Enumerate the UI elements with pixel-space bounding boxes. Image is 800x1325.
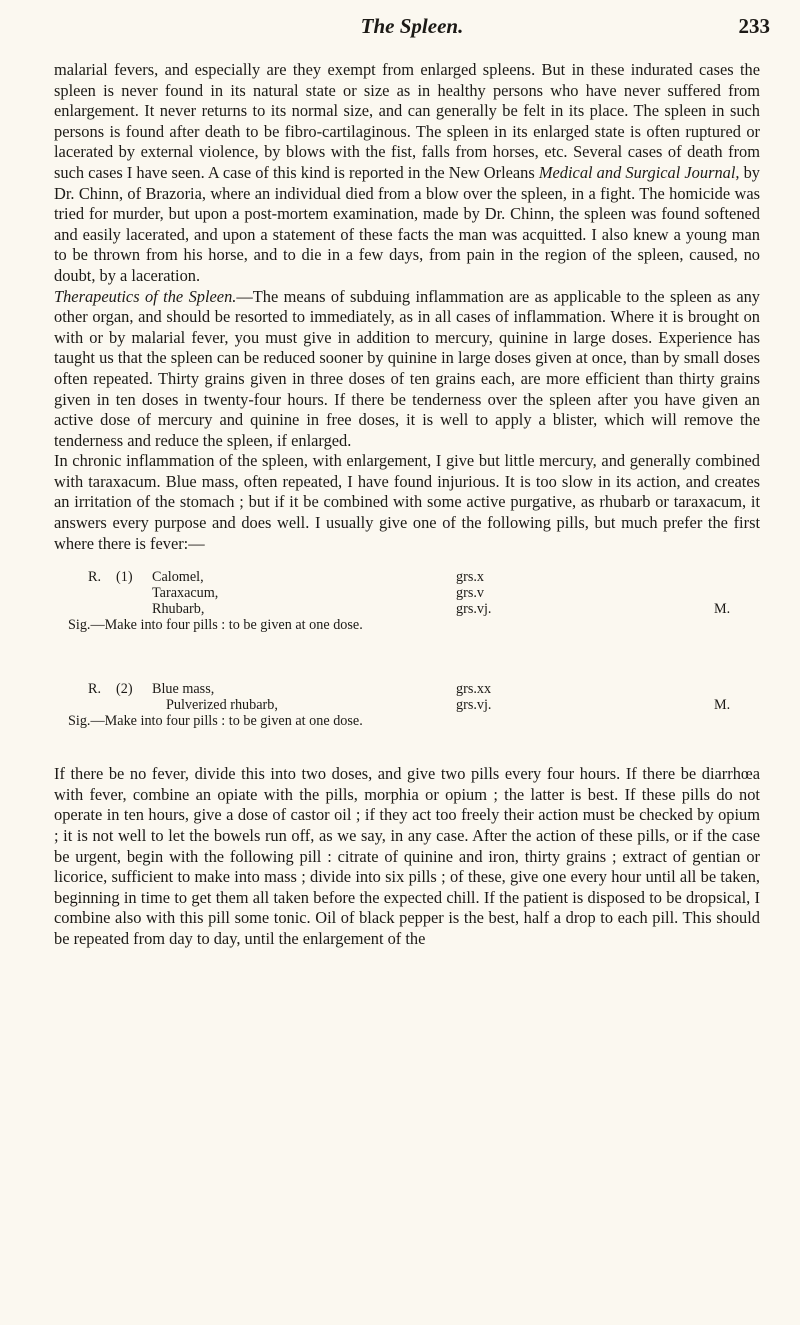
rx-symbol: R. bbox=[88, 681, 102, 698]
paragraph-dosing-instructions bbox=[54, 764, 760, 949]
running-title: The Spleen. bbox=[360, 14, 464, 38]
paragraph-text: by Dr. Chinn, of Brazoria, where an individual died from a blow over the spleen, in a fight. The homicide was tried for murder, but upon a post-mortem examination, made by Dr. Chinn, the spleen was found softened and easily lacerated, and upon a statement of these facts the man was acquitted. I also knew a young man to be thrown from his horse, and to die in a few days, from pain in the region of the spleen, caused, no doubt, by a laceration. bbox=[54, 162, 760, 285]
rx-item-dose: grs.x bbox=[456, 569, 484, 586]
rx-item-name: Blue mass, bbox=[152, 681, 215, 698]
paragraph-text: —The means of subduing inflammation are as applicable to the spleen as any other organ, and should be resorted to immediately, as in all cases of inflammation. Where it is brought on with or by malarial fever, you must give in addition to mercury, quinine in large doses. Experience has taught us that the spleen can be reduced sooner by quinine in large doses given at once, than by small doses often repeated. Thirty grains given in three doses of ten grains each, are more efficient than thirty grains given in ten doses in twenty-four hours. If there be tenderness over the spleen after you have given an active dose of mercury and quinine in free doses, it is well to apply a blister, which will remove the tenderness and reduce the spleen, if enlarged. bbox=[54, 286, 760, 450]
rx-item-name: Calomel, bbox=[152, 569, 204, 586]
rx-item-dose: grs.vj. bbox=[456, 697, 492, 714]
rx-mix-mark: M. bbox=[714, 697, 731, 714]
rx-item-dose: grs.xx bbox=[456, 681, 492, 698]
rx-item-name: Pulverized rhubarb, bbox=[166, 697, 278, 714]
paragraph-spleen-rupture bbox=[54, 60, 760, 287]
rx-item-name: Rhubarb, bbox=[152, 601, 205, 618]
page-body bbox=[54, 60, 760, 950]
rx-item-dose: grs.v bbox=[456, 585, 484, 602]
rx-mix-mark: M. bbox=[714, 601, 731, 618]
rx-number: (2) bbox=[116, 681, 133, 698]
journal-title: Medical and Surgical Journal, bbox=[538, 162, 740, 182]
rx-symbol: R. bbox=[88, 569, 102, 586]
rx-signa: Sig.—Make into four pills : to be given at one dose. bbox=[68, 617, 363, 634]
paragraph-text: In chronic inflammation of the spleen, with enlargement, I give but little mercury, and generally combined with taraxacum. Blue mass, often repeated, I have found injurious. It is too slow in its action, and creates an irritation of the stomach ; but if it be combined with some active purgative, as rhubarb or taraxacum, it answers every purpose and does well. I usually give one of the following pills, but much prefer the first where there is fever:— bbox=[54, 451, 760, 553]
prescription-2 bbox=[54, 682, 760, 744]
running-header bbox=[54, 14, 770, 44]
paragraph-chronic-inflammation bbox=[54, 451, 760, 554]
paragraph-text: If there be no fever, divide this into two doses, and give two pills every four hours. If there be diarrhœa with fever, combine an opiate with the pills, morphia or opium ; the latter is best. If these pills do not operate in ten hours, give a dose of castor oil ; if they act too freely their action must be checked by opium ; it is not well to let the bowels run off, as we say, in any case. After the action of these pills, or if the case be urgent, begin with the following pill : citrate of quinine and iron, thirty grains ; extract of gentian or licorice, sufficient to make into mass ; divide into six pills ; of these, give one every hour until all be taken, beginning in time to get them all taken before the expected chill. If the patient is disposed to be dropsical, I combine also with this pill some tonic. Oil of black pepper is the best, half a drop to each pill. This should be repeated from day to day, until the enlargement of the bbox=[54, 764, 760, 948]
paragraph-text: malarial fevers, and especially are they exempt from enlarged spleens. But in these indurated cases the spleen is never found in its natural state or size as in healthy persons who have never suffered from enlargement. It never returns to its normal size, and can generally be felt in its place. The spleen in such persons is found after death to be fibro-cartilaginous. The spleen in its enlarged state is often ruptured or lacerated by external violence, by blows with the fist, falls from horses, etc. Several cases of death from such cases I have seen. A case of this kind is reported in the New Orleans bbox=[54, 60, 760, 182]
rx-number: (1) bbox=[116, 569, 133, 586]
rx-item-name: Taraxacum, bbox=[152, 585, 219, 602]
rx-item-dose: grs.vj. bbox=[456, 601, 492, 618]
paragraph-therapeutics bbox=[54, 287, 760, 452]
prescription-1 bbox=[54, 570, 760, 662]
rx-signa: Sig.—Make into four pills : to be given at one dose. bbox=[68, 713, 363, 730]
page-number: 233 bbox=[738, 14, 770, 38]
section-heading: Therapeutics of the Spleen. bbox=[54, 286, 237, 306]
